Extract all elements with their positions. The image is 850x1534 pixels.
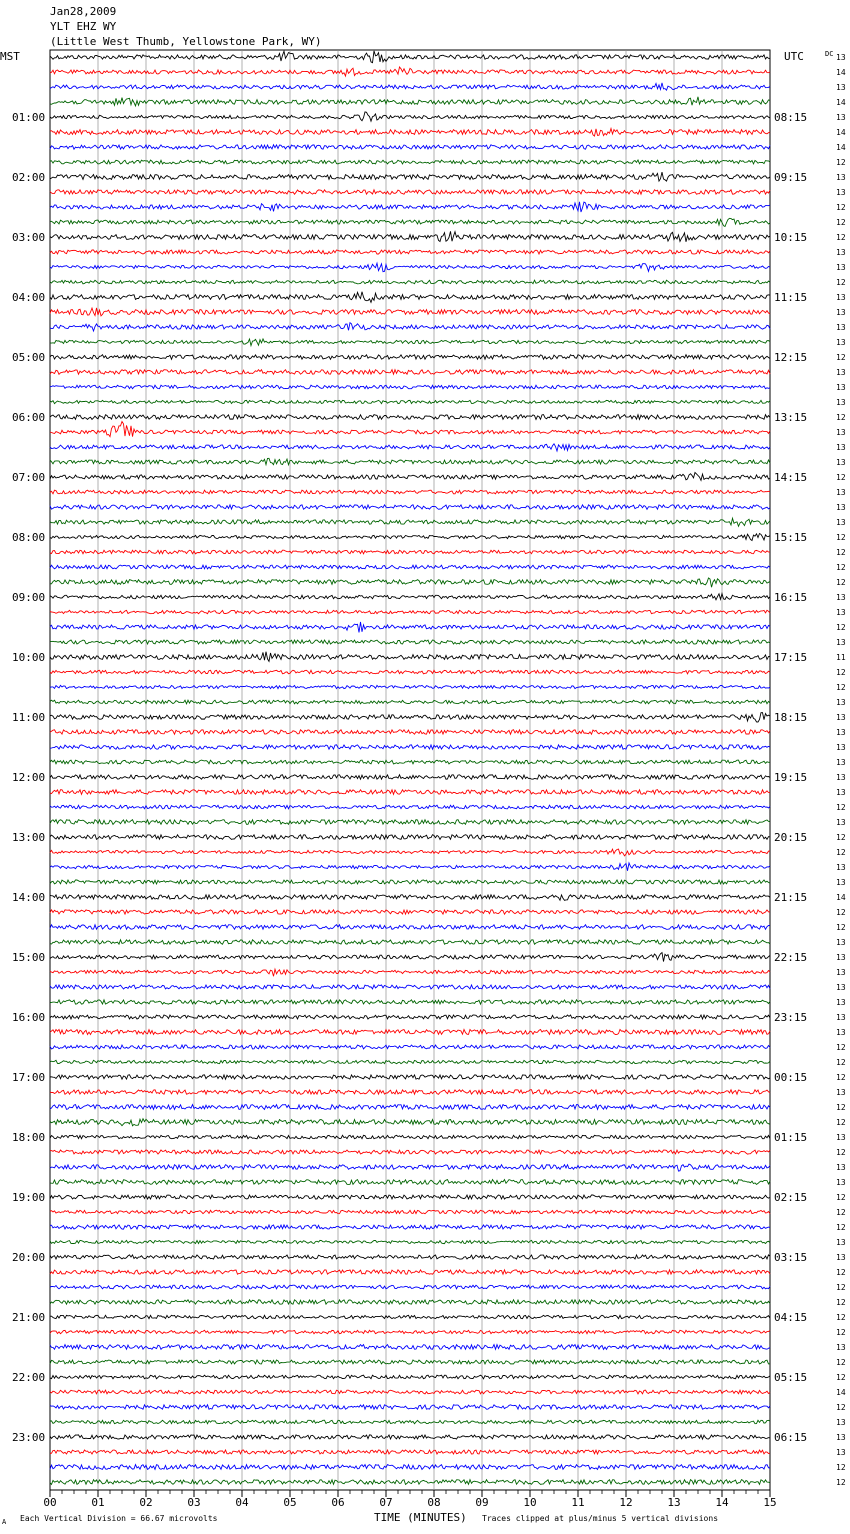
trace-row [50, 355, 770, 360]
trace-row [50, 292, 770, 303]
dc-value: 13 [836, 443, 846, 452]
tick-label: 02 [139, 1496, 153, 1509]
trace-row [50, 534, 770, 541]
right-hour-label: 15:15 [774, 531, 808, 544]
trace-row [50, 863, 770, 871]
trace-row [50, 1255, 770, 1259]
trace-row [50, 444, 770, 451]
dc-value: 13 [836, 593, 846, 602]
dc-value: 13 [836, 263, 846, 272]
dc-value: 12 [836, 1463, 846, 1472]
trace-row [50, 835, 770, 840]
trace-row [50, 610, 770, 613]
trace-row [50, 775, 770, 779]
left-hour-label: 21:00 [12, 1311, 46, 1324]
right-hour-label: 09:15 [774, 171, 808, 184]
trace-row [50, 218, 770, 226]
trace-row [50, 385, 770, 389]
right-hour-label: 00:15 [774, 1071, 808, 1084]
dc-value: 13 [836, 1343, 846, 1352]
dc-value: 12 [836, 668, 846, 677]
left-hour-label: 13:00 [12, 831, 46, 844]
tick-label: 10 [523, 1496, 537, 1509]
dc-value: 13 [836, 428, 846, 437]
left-hour-label: 02:00 [12, 171, 46, 184]
left-hour-label: 03:00 [12, 231, 46, 244]
tick-label: 05 [283, 1496, 297, 1509]
dc-value: 14 [836, 893, 846, 902]
dc-value: 12 [836, 1373, 846, 1382]
right-timezone: UTC [784, 50, 804, 63]
dc-value: 13 [836, 1013, 846, 1022]
trace-row [50, 1375, 770, 1379]
dc-value: 12 [836, 233, 846, 242]
trace-row [50, 339, 770, 346]
trace-row [50, 1300, 770, 1304]
dc-value: 12 [836, 848, 846, 857]
trace-row [50, 1360, 770, 1364]
dc-value: 13 [836, 818, 846, 827]
dc-value: 13 [836, 878, 846, 887]
tick-label: 00 [43, 1496, 57, 1509]
trace-row [50, 190, 770, 194]
trace-row [50, 1105, 770, 1110]
trace-row [50, 280, 770, 284]
trace-row [50, 1450, 770, 1454]
left-hour-label: 15:00 [12, 951, 46, 964]
right-hour-label: 11:15 [774, 291, 808, 304]
trace-row [50, 97, 770, 106]
dc-value: 13 [836, 608, 846, 617]
right-hour-label: 06:15 [774, 1431, 808, 1444]
trace-row [50, 1195, 770, 1199]
location-label: (Little West Thumb, Yellowstone Park, WY) [50, 35, 322, 48]
dc-value: 13 [836, 368, 846, 377]
dc-value: 12 [836, 1298, 846, 1307]
trace-row [50, 745, 770, 749]
left-hour-label: 17:00 [12, 1071, 46, 1084]
dc-value: 13 [836, 188, 846, 197]
trace-row [50, 700, 770, 704]
dc-value: 13 [836, 743, 846, 752]
trace-row [50, 323, 770, 331]
trace-row [50, 1180, 770, 1185]
right-hour-label: 17:15 [774, 651, 808, 664]
date-label: Jan28,2009 [50, 5, 117, 18]
dc-value: 13 [836, 383, 846, 392]
dc-value: 13 [836, 1028, 846, 1037]
trace-row [50, 1225, 770, 1229]
trace-row [50, 880, 770, 884]
right-hour-label: 21:15 [774, 891, 808, 904]
dc-value: 14 [836, 1388, 846, 1397]
dc-value: 12 [836, 923, 846, 932]
trace-row [50, 910, 770, 914]
trace-row [50, 790, 770, 795]
dc-value: 11 [836, 653, 846, 662]
dc-value: 12 [836, 278, 846, 287]
dc-value: 12 [836, 413, 846, 422]
right-hour-label: 03:15 [774, 1251, 808, 1264]
dc-value: 13 [836, 773, 846, 782]
trace-row [50, 849, 770, 856]
dc-value: 12 [836, 1403, 846, 1412]
left-hour-label: 20:00 [12, 1251, 46, 1264]
trace-row [50, 805, 770, 809]
trace-row [50, 231, 770, 242]
trace-row [50, 985, 770, 989]
dc-value: 13 [836, 998, 846, 1007]
trace-row [50, 1345, 770, 1350]
dc-value: 12 [836, 533, 846, 542]
right-hour-label: 05:15 [774, 1371, 808, 1384]
dc-value: 12 [836, 1478, 846, 1487]
trace-row [50, 1480, 770, 1485]
trace-row [50, 415, 770, 420]
dc-value: 13 [836, 338, 846, 347]
trace-row [50, 685, 770, 688]
left-hour-label: 01:00 [12, 111, 46, 124]
trace-row [50, 51, 770, 63]
tick-label: 15 [763, 1496, 777, 1509]
dc-values [836, 53, 846, 1487]
trace-row [50, 1420, 770, 1424]
dc-value: 12 [836, 683, 846, 692]
clip-note: Traces clipped at plus/minus 5 vertical divisions [482, 1514, 719, 1523]
trace-row [50, 518, 770, 526]
dc-value: 12 [836, 1283, 846, 1292]
left-hour-label: 05:00 [12, 351, 46, 364]
dc-value: 13 [836, 1088, 846, 1097]
tick-label: 07 [379, 1496, 393, 1509]
trace-row [50, 83, 770, 90]
dc-value: 13 [836, 758, 846, 767]
dc-value: 13 [836, 1133, 846, 1142]
right-hour-label: 19:15 [774, 771, 808, 784]
dc-value: 12 [836, 218, 846, 227]
trace-row [50, 953, 770, 962]
trace-row [50, 940, 770, 944]
dc-value: 12 [836, 473, 846, 482]
left-hour-label: 09:00 [12, 591, 46, 604]
trace-row [50, 250, 770, 254]
dc-value: 12 [836, 578, 846, 587]
dc-value: 13 [836, 1178, 846, 1187]
tick-label: 04 [235, 1496, 249, 1509]
dc-value: 12 [836, 1328, 846, 1337]
trace-row [50, 263, 770, 272]
left-hour-label: 08:00 [12, 531, 46, 544]
tick-label: 14 [715, 1496, 729, 1509]
dc-value: 12 [836, 1358, 846, 1367]
dc-value: 13 [836, 488, 846, 497]
dc-value: 13 [836, 1238, 846, 1247]
dc-value: 12 [836, 908, 846, 917]
trace-row [50, 895, 770, 901]
dc-value: 12 [836, 1223, 846, 1232]
dc-value: 13 [836, 83, 846, 92]
trace-row [50, 1045, 770, 1049]
dc-value: 13 [836, 863, 846, 872]
dc-value: 13 [836, 728, 846, 737]
right-hour-label: 08:15 [774, 111, 808, 124]
left-hour-label: 04:00 [12, 291, 46, 304]
trace-row [50, 578, 770, 587]
dc-value: 12 [836, 1313, 846, 1322]
dc-value: 12 [836, 1043, 846, 1052]
dc-value: 13 [836, 323, 846, 332]
tick-label: 03 [187, 1496, 201, 1509]
trace-row [50, 490, 770, 494]
dc-value: 12 [836, 548, 846, 557]
trace-row [50, 1075, 770, 1079]
right-hour-label: 01:15 [774, 1131, 808, 1144]
dc-value: 13 [836, 638, 846, 647]
tick-label: 01 [91, 1496, 105, 1509]
dc-value: 13 [836, 308, 846, 317]
trace-row [50, 1000, 770, 1004]
right-hour-label: 23:15 [774, 1011, 808, 1024]
tick-label: 12 [619, 1496, 633, 1509]
dc-value: 12 [836, 803, 846, 812]
right-hour-label: 04:15 [774, 1311, 808, 1324]
dc-value: 12 [836, 1103, 846, 1112]
dc-value: 13 [836, 1253, 846, 1262]
dc-value: 12 [836, 833, 846, 842]
right-hour-label: 16:15 [774, 591, 808, 604]
right-hour-label: 18:15 [774, 711, 808, 724]
trace-row [50, 1315, 770, 1318]
right-hour-label: 14:15 [774, 471, 808, 484]
corner-mark: A [2, 1518, 7, 1526]
dc-value: 13 [836, 1448, 846, 1457]
trace-row [50, 640, 770, 644]
trace-row [50, 1090, 770, 1095]
left-hour-label: 10:00 [12, 651, 46, 664]
tick-label: 09 [475, 1496, 489, 1509]
dc-value: 12 [836, 563, 846, 572]
trace-row [50, 172, 770, 181]
left-hour-label: 18:00 [12, 1131, 46, 1144]
trace-row [50, 565, 770, 569]
right-hour-label: 22:15 [774, 951, 808, 964]
trace-row [50, 422, 770, 437]
trace-row [50, 1465, 770, 1470]
trace-row [50, 760, 770, 764]
trace-row [50, 670, 770, 674]
trace-row [50, 1060, 770, 1063]
dc-value: 14 [836, 143, 846, 152]
trace-row [50, 622, 770, 633]
trace-row [50, 1135, 770, 1138]
left-hour-label: 14:00 [12, 891, 46, 904]
trace-row [50, 1015, 770, 1019]
right-hour-label: 12:15 [774, 351, 808, 364]
trace-row [50, 550, 770, 554]
dc-value: 12 [836, 203, 846, 212]
dc-value: 13 [836, 173, 846, 182]
trace-row [50, 505, 770, 510]
trace-row [50, 1164, 770, 1171]
trace-row [50, 713, 770, 722]
trace-row [50, 473, 770, 481]
trace-row [50, 1330, 770, 1333]
left-hour-label: 12:00 [12, 771, 46, 784]
trace-row [50, 1210, 770, 1214]
dc-header: DC [825, 50, 834, 58]
left-hour-label: 11:00 [12, 711, 46, 724]
x-axis-title: TIME (MINUTES) [374, 1511, 467, 1524]
trace-row [50, 67, 770, 76]
trace-row [50, 129, 770, 137]
tick-label: 13 [667, 1496, 681, 1509]
dc-value: 13 [836, 698, 846, 707]
dc-value: 12 [836, 353, 846, 362]
tick-label: 06 [331, 1496, 345, 1509]
tick-label: 08 [427, 1496, 441, 1509]
left-hour-label: 23:00 [12, 1431, 46, 1444]
dc-value: 13 [836, 503, 846, 512]
dc-value: 13 [836, 248, 846, 257]
trace-row [50, 652, 770, 662]
dc-value: 13 [836, 983, 846, 992]
dc-value: 12 [836, 1193, 846, 1202]
right-hour-label: 13:15 [774, 411, 808, 424]
trace-row [50, 925, 770, 930]
right-hour-label: 20:15 [774, 831, 808, 844]
trace-row [50, 145, 770, 149]
trace-row [50, 458, 770, 464]
trace-row [50, 1405, 770, 1409]
dc-value: 12 [836, 1208, 846, 1217]
dc-value: 13 [836, 398, 846, 407]
dc-value: 13 [836, 713, 846, 722]
trace-row [50, 594, 770, 600]
trace-row [50, 400, 770, 403]
trace-row [50, 160, 770, 164]
trace-row [50, 820, 770, 825]
time-axis [43, 1490, 776, 1509]
station-label: YLT EHZ WY [50, 20, 117, 33]
trace-row [50, 202, 770, 212]
trace-row [50, 112, 770, 121]
trace-row [50, 308, 770, 316]
dc-value: 13 [836, 458, 846, 467]
dc-value: 12 [836, 1058, 846, 1067]
dc-value: 13 [836, 953, 846, 962]
right-hour-label: 02:15 [774, 1191, 808, 1204]
trace-row [50, 969, 770, 976]
left-hour-label: 19:00 [12, 1191, 46, 1204]
scale-note: Each Vertical Division = 66.67 microvolts [20, 1514, 218, 1523]
dc-value: 13 [836, 1418, 846, 1427]
left-hour-label: 06:00 [12, 411, 46, 424]
dc-value: 12 [836, 1148, 846, 1157]
dc-value: 14 [836, 98, 846, 107]
trace-row [50, 1390, 770, 1394]
dc-value: 13 [836, 113, 846, 122]
left-timezone: MST [0, 50, 20, 63]
seismic-traces [50, 51, 770, 1485]
trace-row [50, 370, 770, 375]
trace-row [50, 1435, 770, 1439]
dc-value: 14 [836, 68, 846, 77]
dc-value: 14 [836, 128, 846, 137]
trace-row [50, 1270, 770, 1274]
trace-row [50, 1285, 770, 1289]
left-hour-label: 16:00 [12, 1011, 46, 1024]
dc-value: 13 [836, 518, 846, 527]
dc-value: 12 [836, 1118, 846, 1127]
dc-value: 13 [836, 53, 846, 62]
dc-value: 12 [836, 1073, 846, 1082]
dc-value: 13 [836, 938, 846, 947]
dc-value: 12 [836, 623, 846, 632]
dc-value: 13 [836, 1163, 846, 1172]
tick-label: 11 [571, 1496, 585, 1509]
dc-value: 13 [836, 788, 846, 797]
dc-value: 13 [836, 1433, 846, 1442]
trace-row [50, 1030, 770, 1035]
trace-row [50, 1240, 770, 1243]
left-hour-label: 07:00 [12, 471, 46, 484]
trace-row [50, 1150, 770, 1154]
dc-value: 13 [836, 968, 846, 977]
trace-row [50, 730, 770, 735]
dc-value: 12 [836, 158, 846, 167]
left-hour-label: 22:00 [12, 1371, 46, 1384]
right-hour-label: 10:15 [774, 231, 808, 244]
dc-value: 13 [836, 293, 846, 302]
dc-value: 12 [836, 1268, 846, 1277]
trace-row [50, 1119, 770, 1126]
